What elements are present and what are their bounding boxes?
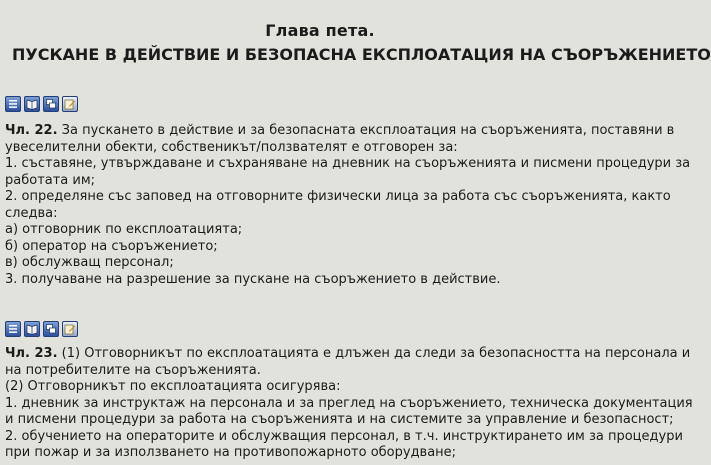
article-text: (1) Отговорникът по експлоатацията е длъжен да следи за безопасността на персонала и <box>61 346 691 361</box>
article-line: 2. обучението на операторите и обслужващия персонал, в т.ч. инструктирането им за процедури <box>5 428 683 444</box>
chapter-header <box>0 20 711 74</box>
article-22-toolbar <box>5 96 78 112</box>
book-icon[interactable] <box>24 321 40 337</box>
article-text: За пускането в действие и за безопасната експлоатация на съоръженията, поставяни в <box>61 123 675 138</box>
article-line: 1. съставяне, утвърждаване и съхраняване на дневник на съоръженията и писмени процедури за <box>5 156 691 171</box>
article-line: при пожар и за използването на противопожарното оборудване; <box>5 445 457 460</box>
article-line: 1. дневник за инструктаж на персонала и за преглед на съоръжението, техническа документация <box>5 395 693 411</box>
article-23 <box>5 346 693 462</box>
windows-icon[interactable] <box>43 96 59 112</box>
list-icon[interactable] <box>5 96 21 112</box>
article-line: и писмени процедури за работа на съоръженията и на системите за управление и безопасност; <box>5 412 674 427</box>
article-line: (2) Отговорникът по експлоатацията осигурява: <box>5 379 341 394</box>
article-line: работата им; <box>5 172 96 188</box>
article-line: 2. определяне със заповед на отговорните физически лица за работа със съоръженията, както <box>5 189 671 204</box>
windows-icon[interactable] <box>43 321 59 337</box>
book-icon[interactable] <box>24 96 40 112</box>
edit-icon[interactable] <box>62 96 78 112</box>
list-icon[interactable] <box>5 321 21 337</box>
article-line: в) обслужващ персонал; <box>5 255 174 270</box>
article-line: увеселителни обекти, собственикът/ползвателят е отговорен за: <box>5 139 458 155</box>
article-22 <box>5 123 691 288</box>
article-23-toolbar <box>5 321 78 337</box>
article-label: Чл. 23. <box>5 346 58 361</box>
article-label: Чл. 22. <box>5 123 58 138</box>
article-line: 3. получаване на разрешение за пускане на съоръжението в действие. <box>5 271 501 287</box>
article-line: следва: <box>5 205 58 221</box>
edit-icon[interactable] <box>62 321 78 337</box>
article-line: б) оператор на съоръжението; <box>5 238 218 254</box>
chapter-title: Глава пета. <box>265 21 375 40</box>
article-line: на потребителите на съоръженията. <box>5 362 261 378</box>
article-line: а) отговорник по експлоатацията; <box>5 222 243 237</box>
chapter-subtitle: ПУСКАНЕ В ДЕЙСТВИЕ И БЕЗОПАСНА ЕКСПЛОАТАЦИЯ НА СЪОРЪЖЕНИЕТО <box>12 45 711 64</box>
